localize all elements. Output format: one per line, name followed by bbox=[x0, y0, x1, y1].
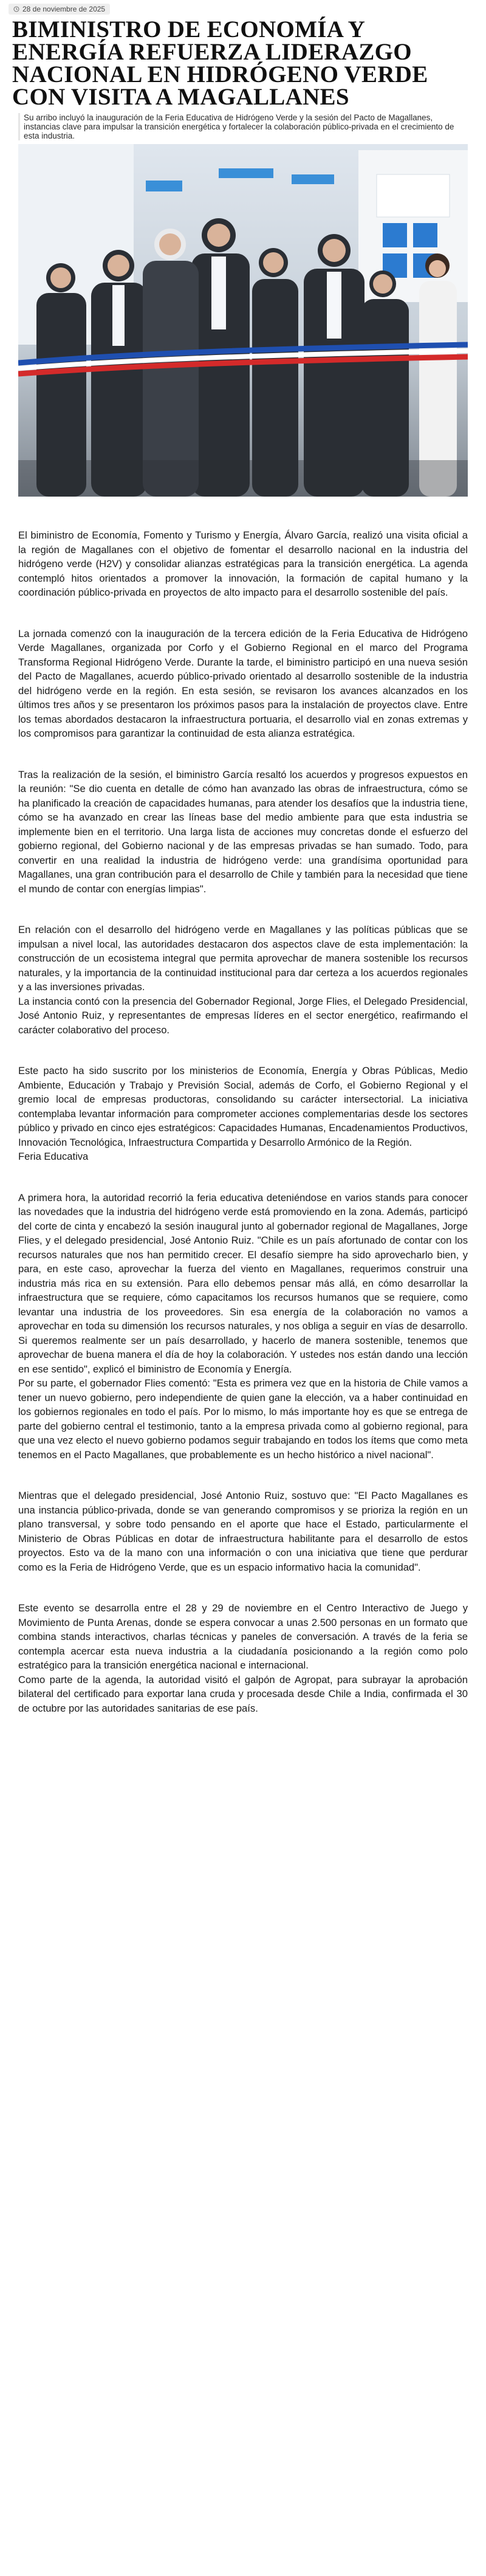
paragraph: A primera hora, la autoridad recorrió la feria educativa deteniéndose en varios stands para conocer las novedades que la industria del hidrógeno verde está promoviendo en la zona. Además, participó del corte de cinta y encabezó la sesión inaugural junto al gobernador regional de Magallanes, Jorge Flies, y el delegado presidencial, José Antonio Ruiz. "Chile es un país afortunado de contar con los recursos naturales que nos han permitido crecer. El desafío siempre ha sido aprovecharlo bien, y para, en este caso, aprovechar la fuerza del viento en Magallanes, requerimos construir una industria más rica en su extensión. Para ello debemos pensar más allá, en cómo desarrollar la infraestructura que se requiere, cómo capacitamos los recursos humanos que se requiere, como levantar una industria de los proveedores. Sin esa energía de la colaboración no vamos a aprovechar en toda su dimensión los recursos naturales, y nos obliga a seguir en vías de desarrollo. Si queremos realmente ser un país desarrollado, y hacerlo de manera sostenible, tenemos que aprovechar de buena manera el día de hoy la colaboración. Y ustedes nos están dando una lección en ese sentido", explicó el biministro de Economía y Energía. bbox=[18, 1191, 468, 1375]
article-date: 28 de noviembre de 2025 bbox=[22, 5, 106, 13]
article-title: BIMINISTRO DE ECONOMÍA Y ENERGÍA REFUERZA LIDERAZGO NACIONAL EN HIDRÓGENO VERDE CON VISITA A MAGALLANES bbox=[12, 16, 428, 110]
clock-icon bbox=[13, 6, 19, 12]
paragraph: La instancia contó con la presencia del Gobernador Regional, Jorge Flies, el Delegado Presidencial, José Antonio Ruiz, y representantes de empresas líderes en el sector energético, reafirmando el carácter colaborativo del proceso. bbox=[18, 995, 468, 1036]
date-badge bbox=[9, 4, 110, 15]
date-row bbox=[0, 0, 486, 15]
paragraph: Tras la realización de la sesión, el biministro García resaltó los acuerdos y progresos expuestos en la reunión: "Se dio cuenta en detalle de cómo han avanzado las obras de infraestructura, cómo se ha planificado la creación de capacidades humanas, para atender los desafíos que la industria tiene, cómo se ha avanzado en crear las líneas base del medio ambiente para que esta industria se implemente bien en el territorio. Una larga lista de acciones muy concretas donde el esfuerzo del gobierno regional, del Gobierno nacional y de las empresas privadas se han sumado. Todo, para convertir en una realidad la industria de hidrógeno verde: una grandísima oportunidad para Magallanes, una gran contribución para el desarrollo de Chile y también para la necesidad que tiene el mundo de contar con energías limpias". bbox=[18, 768, 468, 895]
paragraph: Este pacto ha sido suscrito por los ministerios de Economía, Energía y Obras Públicas, Medio Ambiente, Educación y Trabajo y Previsión Social, además de Corfo, el Gobierno Regional y el gremio local de empresas productoras, consolidando su carácter intersectorial. La iniciativa contemplaba levantar información para comprometer acciones complementarias desde los sectores público y privado en cinco ejes estratégicos: Capacidades Humanas, Encadenamientos Productivos, Innovación Tecnológica, Infraestructura Compartida y Desarrollo Armónico de la Región. bbox=[18, 1065, 468, 1148]
paragraph: Por su parte, el gobernador Flies comentó: "Esta es primera vez que en la historia de Chile vamos a tener un nuevo gobierno, pero independiente de quien gane la elección, va a haber continuidad en los gobiernos regionales en todo el país. Por lo mismo, lo más importante hoy es que se entrega de parte del gobierno central el testimonio, tanto a la empresa privada como al gobierno regional, para que una vez electo el nuevo gobierno podamos seguir trabajando en todos los ítems que como meta tenemos en el Pacto Magallanes, que probablemente es un hecho histórico a nivel nacional". bbox=[18, 1377, 468, 1461]
section-heading: Feria Educativa bbox=[18, 1151, 89, 1162]
paragraph: La jornada comenzó con la inauguración de la tercera edición de la Feria Educativa de Hidrógeno Verde Magallanes, organizada por Corfo y el Gobierno Regional en el marco del Programa Transforma Regional Hidrógeno Verde. Durante la tarde, el biministro participó en una nueva sesión del Pacto de Magallanes, acuerdo público-privado orientado al desarrollo sostenible de la industria del hidrógeno verde en la región. En esta sesión, se revisaron los avances alcanzados en los últimos tres años y se presentaron los próximos pasos para la instalación de proyectos clave. Entre los temas abordados destacaron la infraestructura portuaria, el desarrollo vial en zonas extremas y los compromisos para garantizar la continuidad de esta alianza estratégica. bbox=[18, 627, 468, 739]
article-lead: Su arribo incluyó la inauguración de la Feria Educativa de Hidrógeno Verde y la sesión del Pacto de Magallanes, instancias clave para impulsar la transición energética y fortalecer la colaboración público-privada en el crecimiento de esta industria. bbox=[18, 113, 468, 140]
paragraph: Como parte de la agenda, la autoridad visitó el galpón de Agropat, para subrayar la aprobación bilateral del certificado para exportar lana cruda y procesada desde Chile a India, confirmada el 30 de octubre por las autoridades sanitarias de ese país. bbox=[18, 1673, 468, 1714]
article-body bbox=[18, 528, 468, 1715]
article-photo bbox=[18, 144, 468, 497]
paragraph: Este evento se desarrolla entre el 28 y 29 de noviembre en el Centro Interactivo de Juego y Movimiento de Punta Arenas, donde se espera convocar a unas 2.500 personas en un formato que combina stands interactivos, charlas técnicas y paneles de conversación. A través de la feria se contempla acercar esta nueva industria a la ciudadanía posicionando a la región como polo estratégico para la transición energética nacional e internacional. bbox=[18, 1602, 468, 1671]
paragraph: Mientras que el delegado presidencial, José Antonio Ruiz, sostuvo que: "El Pacto Magallanes es una instancia público-privada, donde se van generando compromisos y se prioriza la región en un plano transversal, y sobre todo pensando en el aporte que hace el Estado, particularmente el Ministerio de Obras Públicas en dotar de infraestructura habilitante para el desarrollo de estos proyectos. Esto va de la mano con una información o con una iniciativa que tiene que perdurar como es la Feria de Hidrógeno Verde, que es un espacio informativo hacia la comunidad". bbox=[18, 1490, 468, 1573]
ribbon-cutting-photo bbox=[18, 144, 468, 497]
paragraph: En relación con el desarrollo del hidrógeno verde en Magallanes y las políticas públicas que se impulsan a nivel local, las autoridades destacaron dos aspectos clave de esta implementación: la construcción de un ecosistema integral que permita aprovechar de manera sostenible los recursos naturales, y la importancia de la continuidad institucional para dar certeza a los acuerdos regionales y a las inversiones privadas. bbox=[18, 924, 468, 993]
paragraph: El biministro de Economía, Fomento y Turismo y Energía, Álvaro García, realizó una visita oficial a la región de Magallanes con el objetivo de fomentar el desarrollo nacional en la industria del hidrógeno verde (H2V) y consolidar alianzas estratégicas para la transición energética. La agenda contempló hitos orientados a promover la innovación, la formación de capital humano y la coordinación público-privada en proyectos de alto impacto para el desarrollo sostenible del país. bbox=[18, 529, 468, 598]
